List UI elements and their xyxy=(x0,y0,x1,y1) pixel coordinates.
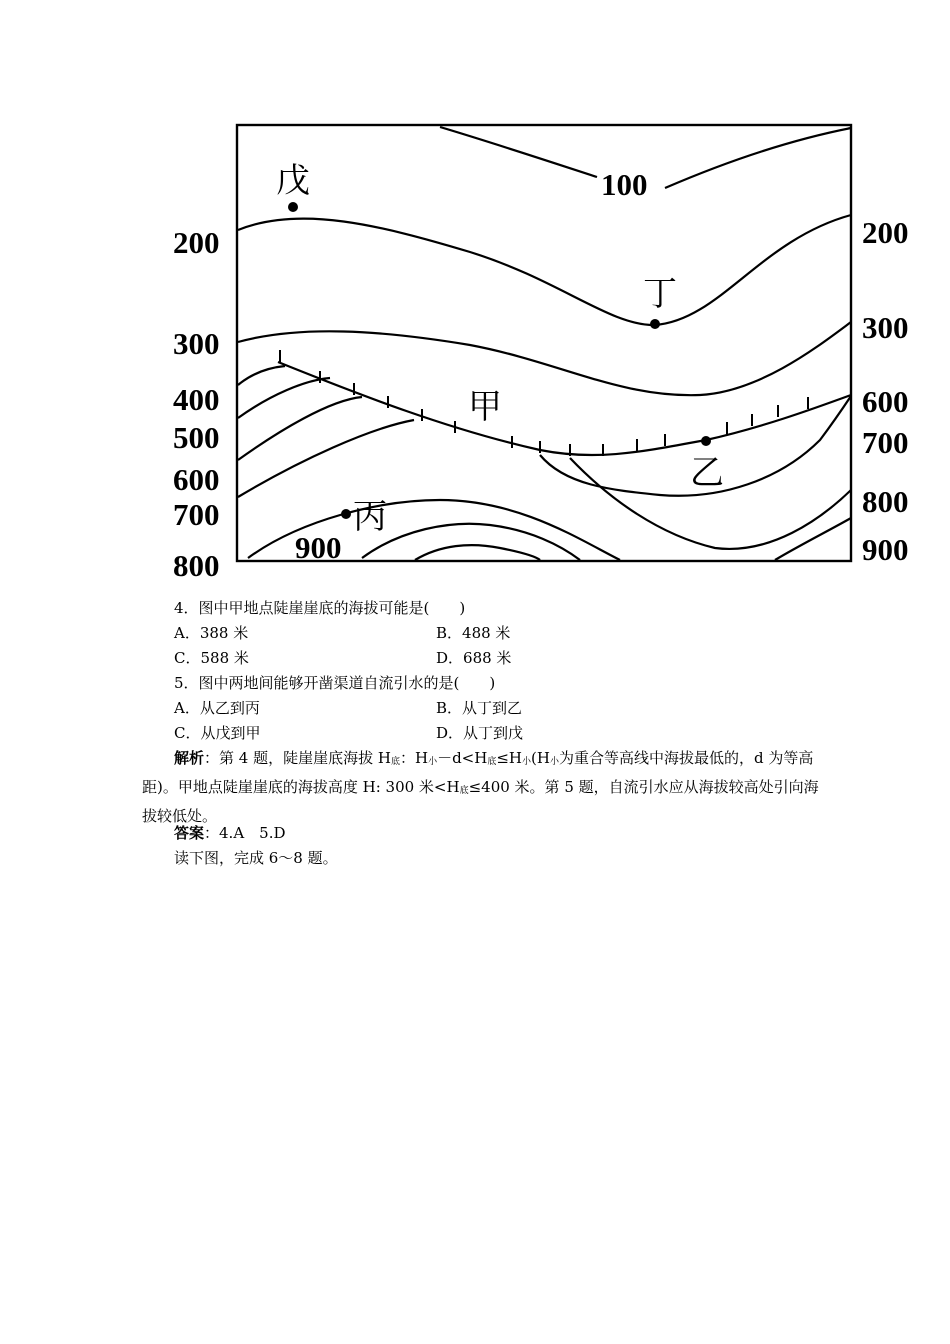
point-wu-marker xyxy=(288,202,298,212)
right-label-600: 600 xyxy=(862,384,909,419)
contour-400-left xyxy=(238,366,285,385)
left-label-700: 700 xyxy=(173,497,220,532)
right-label-900: 900 xyxy=(862,532,909,567)
point-yi-marker xyxy=(701,436,711,446)
answer-label: 答案 xyxy=(174,824,205,842)
cliff-ticks xyxy=(280,350,808,456)
q5-option-a: A．从乙到丙 xyxy=(174,699,260,717)
answer-text: ：4.A 5.D xyxy=(204,824,286,842)
q5-stem: 5．图中两地间能够开凿渠道自流引水的是( ) xyxy=(174,674,496,692)
map-frame xyxy=(237,125,851,561)
analysis-sub-di-3: 底 xyxy=(459,786,469,796)
analysis-sub-xiao-3: 小 xyxy=(549,757,559,767)
contour-label-900: 900 xyxy=(295,530,342,565)
left-label-800: 800 xyxy=(173,548,220,583)
analysis-label: 解析 xyxy=(174,749,205,767)
left-label-200: 200 xyxy=(173,225,220,260)
analysis-text-1: ：第 4 题，陡崖崖底海拔 H xyxy=(204,749,391,767)
right-label-700: 700 xyxy=(862,425,909,460)
right-label-800: 800 xyxy=(862,484,909,519)
left-label-300: 300 xyxy=(173,326,220,361)
point-wu-label: 戊 xyxy=(276,161,310,201)
q4-option-d: D．688 米 xyxy=(436,649,512,667)
left-label-500: 500 xyxy=(173,420,220,455)
q5-option-d: D．从丁到戊 xyxy=(436,724,524,742)
analysis-sub-di-2: 底 xyxy=(487,757,497,767)
point-bing-marker xyxy=(341,509,351,519)
left-label-400: 400 xyxy=(173,382,220,417)
next-instruction: 读下图，完成 6～8 题。 xyxy=(174,849,338,867)
contour-700-left xyxy=(238,420,414,497)
q5-option-b: B．从丁到乙 xyxy=(436,699,523,717)
point-jia-label: 甲 xyxy=(468,387,502,427)
left-label-600: 600 xyxy=(173,462,220,497)
analysis-text-6: 为重合等高线中海拔最低的，d 为等高距)。甲地点陡崖崖底的海拔高度 H: 300 米<H xyxy=(142,749,814,796)
contour-300 xyxy=(238,322,851,395)
right-label-300: 300 xyxy=(862,310,909,345)
analysis-sub-xiao-1: 小 xyxy=(428,757,438,767)
analysis-text-2: ：H xyxy=(399,749,429,767)
q4-option-b: B．488 米 xyxy=(436,624,511,642)
contour-100-right xyxy=(665,128,851,188)
q4-stem: 4．图中甲地点陡崖崖底的海拔可能是( ) xyxy=(174,599,466,617)
point-yi-label: 乙 xyxy=(690,453,724,493)
contour-200 xyxy=(238,215,851,325)
q4-option-a: A．388 米 xyxy=(174,624,249,642)
contour-100-left xyxy=(440,127,597,177)
point-ding-label: 丁 xyxy=(643,274,677,314)
point-ding-marker xyxy=(650,319,660,329)
analysis-sub-di-1: 底 xyxy=(390,757,400,767)
answer-line xyxy=(174,821,286,846)
right-label-200: 200 xyxy=(862,215,909,250)
analysis-text-4: ≤H xyxy=(496,749,523,767)
q4-option-c: C．588 米 xyxy=(174,649,249,667)
analysis-text-7: ≤400 米。第 5 题，自流引水应从海拔较高处引向海拔较低处。 xyxy=(142,778,819,825)
analysis-text-3: －d<H xyxy=(437,749,488,767)
analysis-text-5: (H xyxy=(531,749,550,767)
contour-900-bottom xyxy=(362,524,580,560)
contour-inner-bottom xyxy=(415,545,540,560)
analysis-sub-xiao-2: 小 xyxy=(522,757,532,767)
analysis-paragraph xyxy=(142,746,822,829)
point-bing-label: 丙 xyxy=(353,497,387,537)
contour-label-100: 100 xyxy=(601,167,648,202)
q5-option-c: C．从戊到甲 xyxy=(174,724,261,742)
contour-900-right xyxy=(775,518,851,560)
contour-map xyxy=(0,0,950,590)
